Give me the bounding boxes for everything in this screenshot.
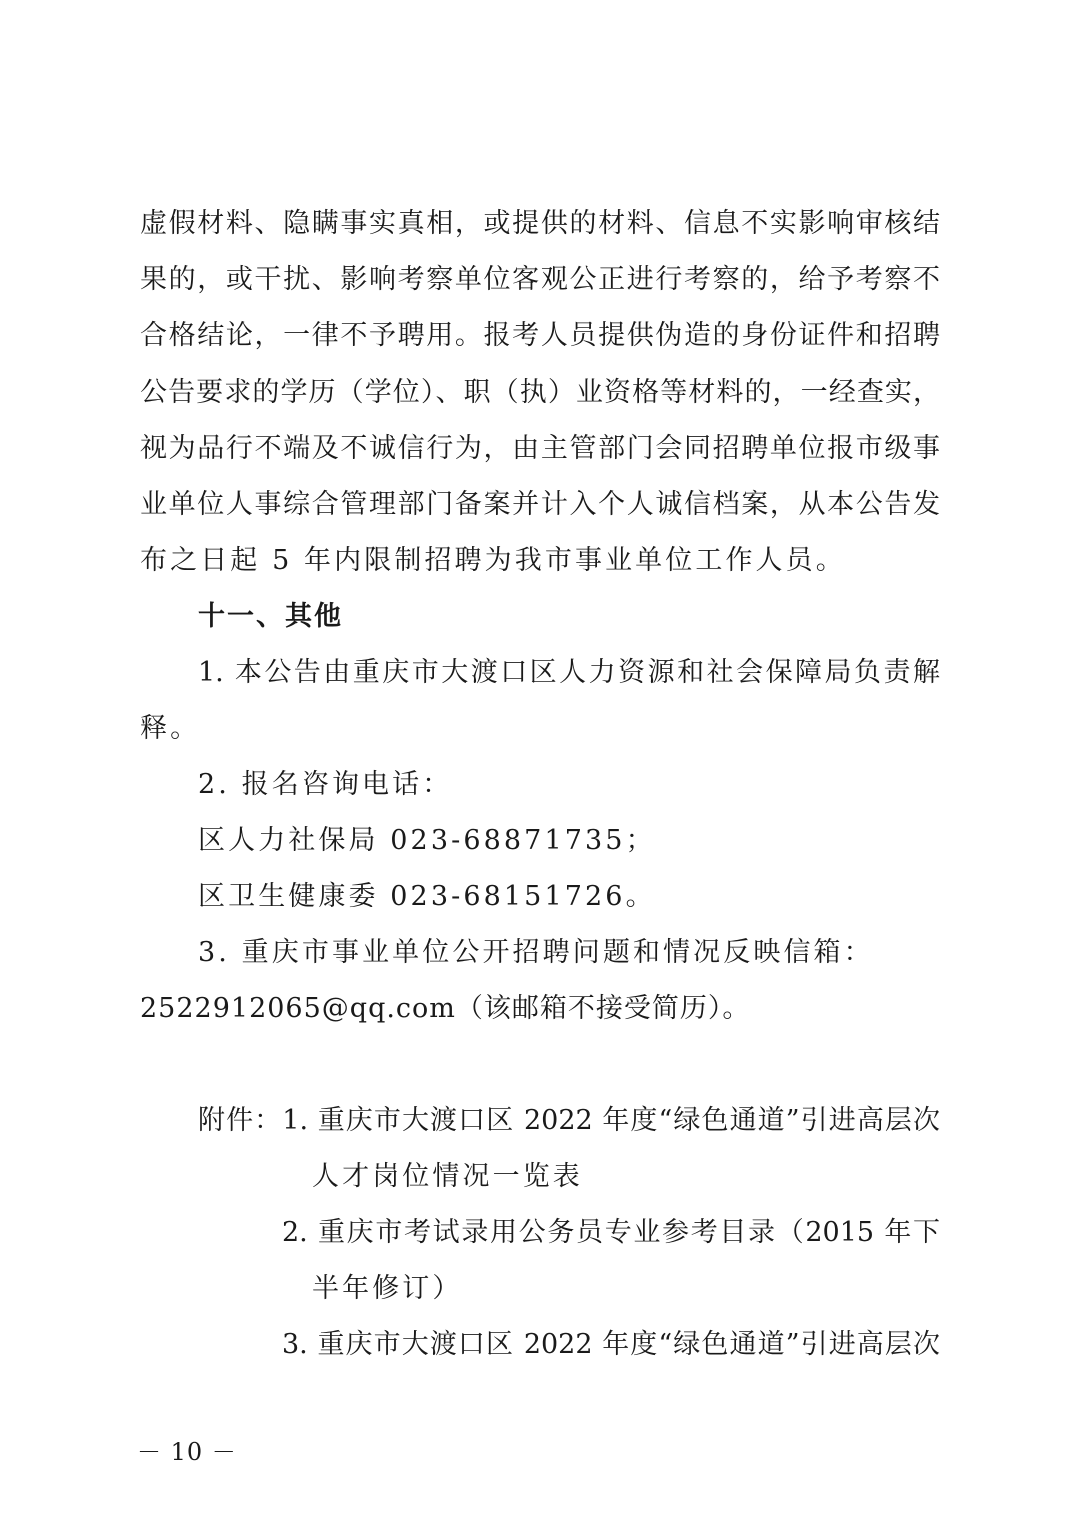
- paragraph-line: 业单位人事综合管理部门备案并计入个人诚信档案，从本公告发: [140, 489, 940, 520]
- paragraph-line: 布之日起 5 年内限制招聘为我市事业单位工作人员。: [140, 545, 846, 576]
- paragraph-line: 视为品行不端及不诚信行为，由主管部门会同招聘单位报市级事: [140, 433, 940, 464]
- attachment-1-line-2: 人才岗位情况一览表: [312, 1161, 583, 1192]
- item-1-line-2: 释。: [140, 713, 201, 744]
- page-number: － 10 －: [137, 1438, 237, 1466]
- item-2-label: 2. 报名咨询电话：: [198, 769, 453, 800]
- attachment-1-line-1: 附件：1. 重庆市大渡口区 2022 年度“绿色通道”引进高层次: [198, 1105, 940, 1136]
- paragraph-line: 虚假材料、隐瞒事实真相，或提供的材料、信息不实影响审核结: [140, 208, 940, 239]
- attachment-3-line-1: 3. 重庆市大渡口区 2022 年度“绿色通道”引进高层次: [282, 1329, 940, 1360]
- attachment-2-line-2: 半年修订）: [312, 1273, 463, 1304]
- item-1-line-1: 1. 本公告由重庆市大渡口区人力资源和社会保障局负责解: [198, 657, 940, 688]
- paragraph-line: 果的，或干扰、影响考察单位客观公正进行考察的，给予考察不: [140, 264, 940, 295]
- phone-hr-bureau: 区人力社保局 023-68871735；: [198, 825, 656, 856]
- paragraph-line: 公告要求的学历（学位）、职（执）业资格等材料的，一经查实，: [140, 377, 940, 408]
- attachment-2-line-1: 2. 重庆市考试录用公务员专业参考目录（2015 年下: [282, 1217, 940, 1248]
- paragraph-line: 合格结论，一律不予聘用。报考人员提供伪造的身份证件和招聘: [140, 320, 940, 351]
- phone-health-commission: 区卫生健康委 023-68151726。: [198, 881, 656, 912]
- item-3-email: 2522912065@qq.com（该邮箱不接受简历）。: [140, 993, 751, 1024]
- section-heading: 十一、其他: [198, 601, 343, 632]
- item-3-line-1: 3. 重庆市事业单位公开招聘问题和情况反映信箱：: [198, 937, 874, 968]
